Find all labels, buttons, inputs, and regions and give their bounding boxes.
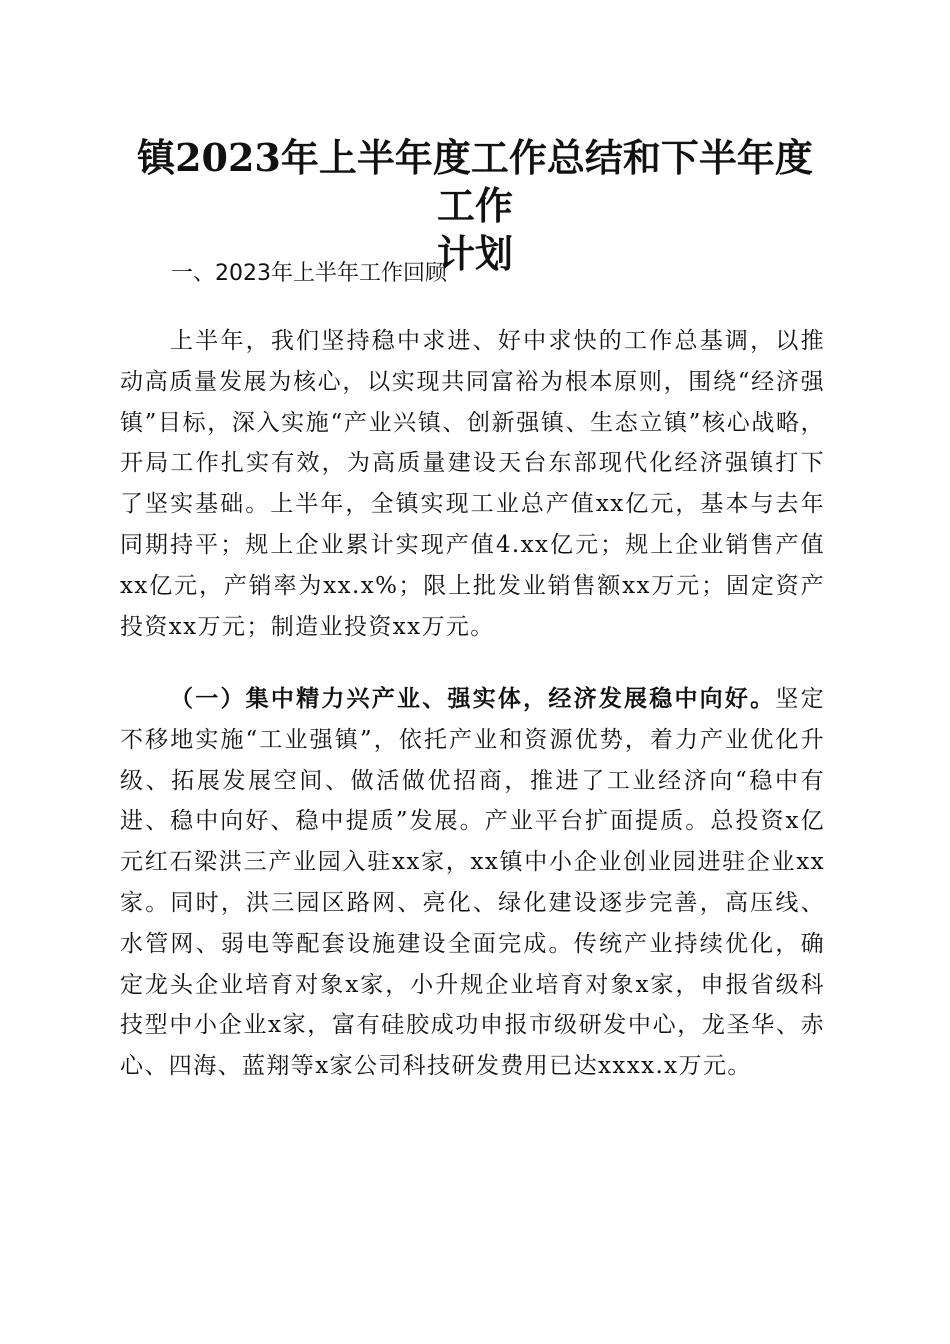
section-heading: 一、2023年上半年工作回顾 <box>171 261 447 286</box>
body-paragraph: 上半年，我们坚持稳中求进、好中求快的工作总基调，以推动高质量发展为核心，以实现共同富裕为根本原则，围绕“经济强镇”目标，深入实施“产业兴镇、创新强镇、生态立镇”核心战略，开局工作扎实有效，为高质量建设天台东部现代化经济强镇打下了坚实基础。上半年，全镇实现工业总产值xx亿元，基本与去年同期持平；规上企业累计实现产值4.xx亿元；规上企业销售产值xx亿元，产销率为xx.x%；限上批发业销售额xx万元；固定资产投资xx万元；制造业投资xx万元。 <box>120 328 825 640</box>
subsection-heading: （一）集中精力兴产业、强实体，经济发展稳中向好。 <box>170 686 776 712</box>
document-title-line-1: 镇2023年上半年度工作总结和下半年度工作 <box>137 135 813 228</box>
subsection-paragraph <box>120 679 825 1087</box>
document-title-line-2: 计划 <box>436 231 513 276</box>
subsection-body: 坚定不移地实施“工业强镇”，依托产业和资源优势，着力产业优化升级、拓展发展空间、做活做优招商，推进了工业经济向“稳中有进、稳中向好、稳中提质”发展。产业平台扩面提质。总投资x亿元红石梁洪三产业园入驻xx家，xx镇中小企业创业园进驻企业xx家。同时，洪三园区路网、亮化、绿化建设逐步完善，高压线、水管网、弱电等配套设施建设全面完成。传统产业持续优化，确定龙头企业培育对象x家，小升规企业培育对象x家，申报省级科技型中小企业x家，富有硅胶成功申报市级研发中心，龙圣华、赤心、四海、蓝翔等x家公司科技研发费用已达xxxx.x万元。 <box>120 686 825 1080</box>
